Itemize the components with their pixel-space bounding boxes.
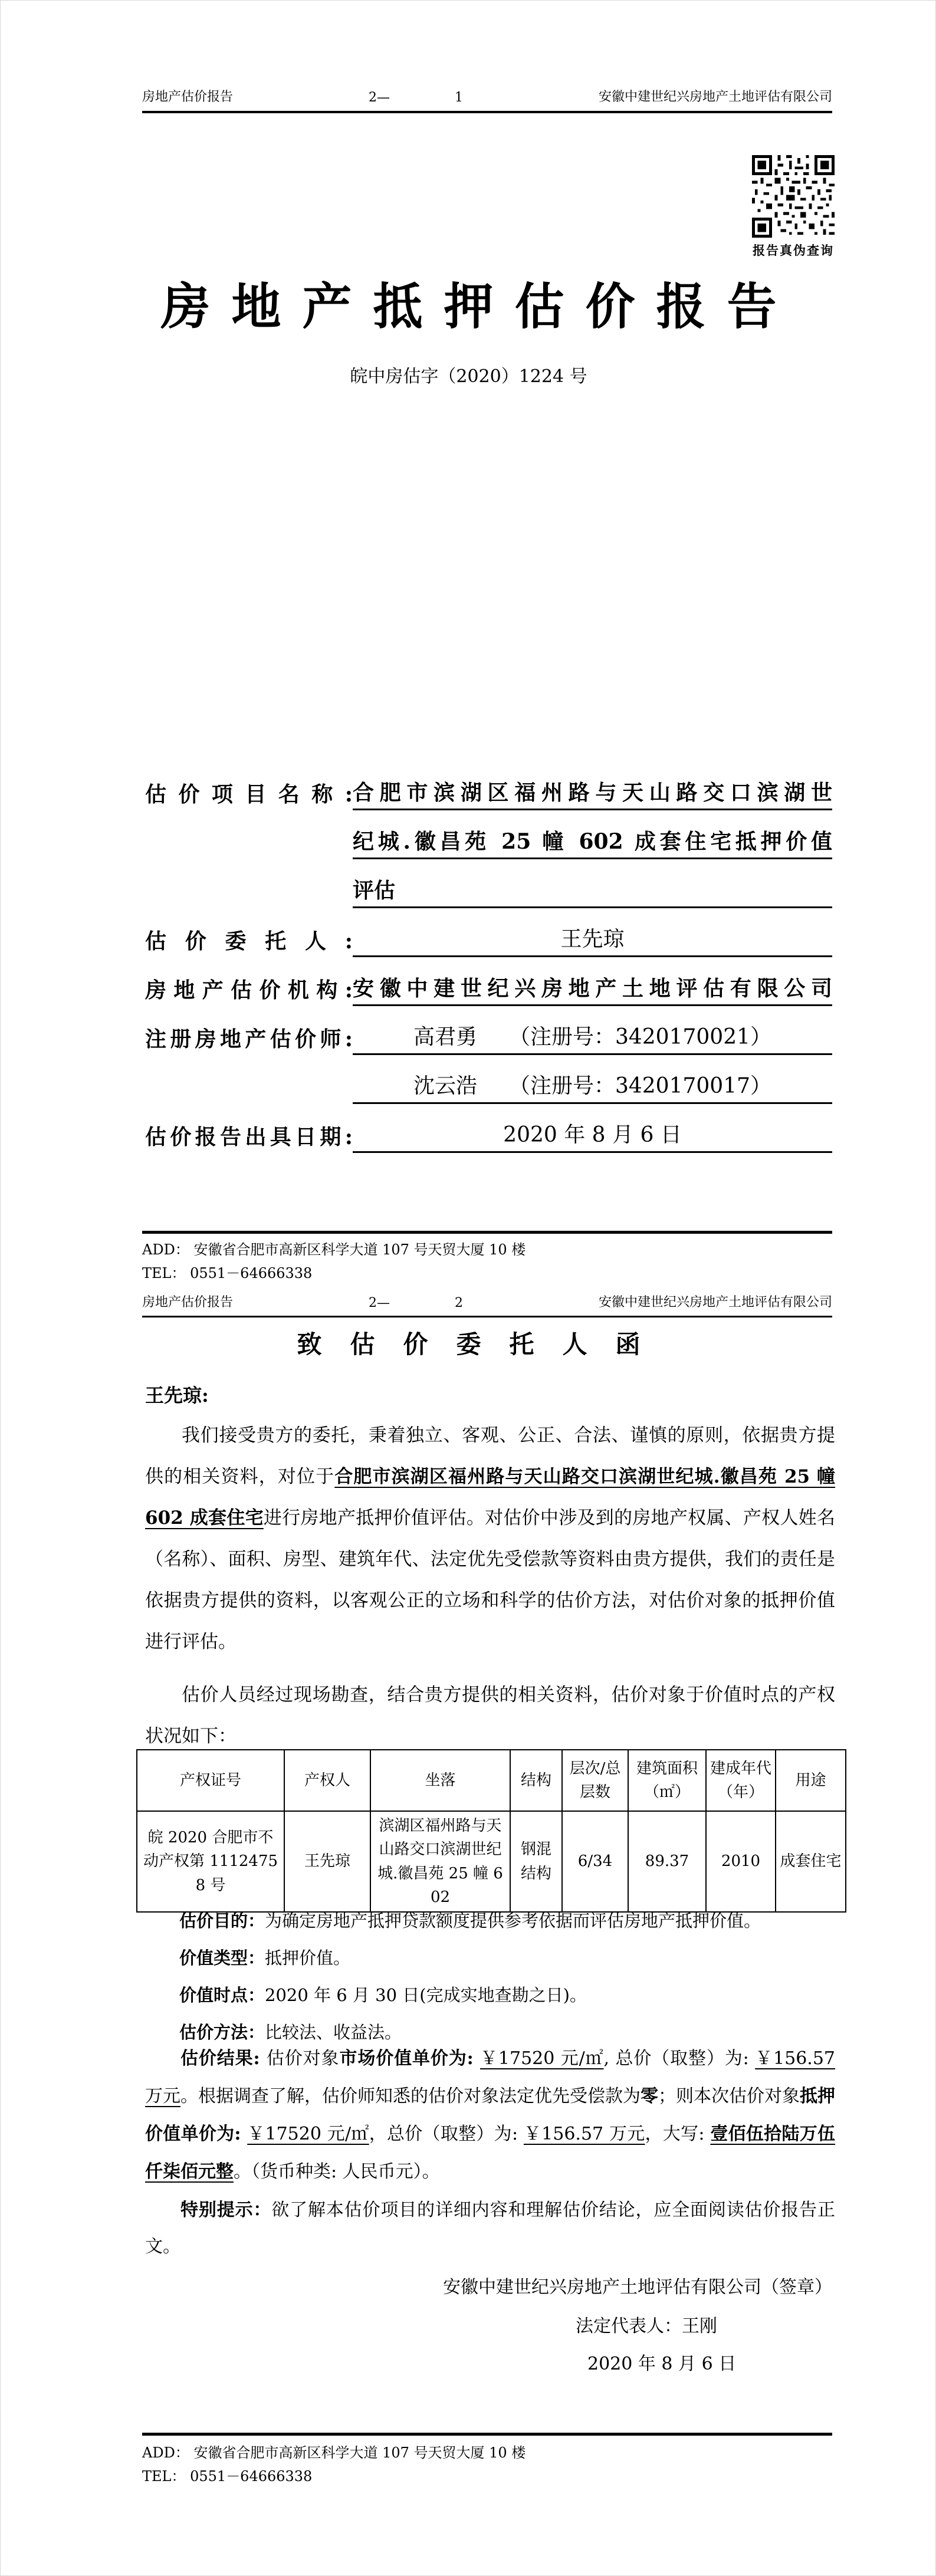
item-label: 估价目的： xyxy=(179,1911,265,1931)
page1-footer xyxy=(142,1238,526,1285)
letter-paragraph-1 xyxy=(145,1415,835,1662)
property-rights-table xyxy=(136,1749,846,1913)
cell-location: 滨湖区福州路与天山路交口滨湖世纪城.徽昌苑 25 幢 602 xyxy=(370,1811,510,1912)
result-label: 估价结果: xyxy=(180,2048,267,2069)
col-floor: 层次/总层数 xyxy=(562,1750,628,1811)
field-issue-date xyxy=(145,1104,832,1153)
item-text: 比较法、收益法。 xyxy=(265,2022,402,2042)
col-owner: 产权人 xyxy=(284,1750,370,1811)
page1-header-page-number: 1 xyxy=(455,90,463,105)
letter-paragraph-2: 估价人员经过现场勘查，结合贵方提供的相关资料，估价对象于价值时点的产权状况如下： xyxy=(145,1684,835,1747)
report-title: 房地产抵押估价报告 xyxy=(160,277,798,336)
appraisal-result-paragraph xyxy=(145,2040,835,2191)
signature-date: 2020 年 8 月 6 日 xyxy=(587,2354,737,2374)
special-note-text: 欲了解本估价项目的详细内容和理解估价结论，应全面阅读估价报告正文。 xyxy=(145,2200,836,2257)
cell-year-built: 2010 xyxy=(706,1811,776,1912)
cell-area: 89.37 xyxy=(628,1811,706,1912)
field-value: 纪城.徽昌苑 25 幢 602 成套住宅抵押价值 xyxy=(353,828,832,859)
result-text: ；则本次估价对象 xyxy=(658,2086,800,2107)
para1-text-pre: 我们接受贵方的委托，秉着独立、客观、公正、合法、谨慎的原则，依据贵方提供的相关资料，对位于 xyxy=(145,1425,835,1487)
para1-text-post: 进行房地产抵押价值评估。对估价中涉及到的房地产权属、产权人姓名（名称）、面积、房型、建筑年代、法定优先受偿款等资料由贵方提供，我们的责任是依据贵方提供的资料，以客观公正的立场和科学的估价方法，对估价对象的抵押价值进行评估。 xyxy=(145,1507,835,1652)
cell-floor: 6/34 xyxy=(562,1811,628,1912)
page2-footer-rule xyxy=(142,2433,832,2436)
footer-telephone: TEL： 0551－64666338 xyxy=(142,2468,313,2485)
page2-header-page-indicator xyxy=(369,1296,463,1310)
page2-header-company: 安徽中建世纪兴房地产土地评估有限公司 xyxy=(598,1295,832,1310)
para1-subject-property: 合肥市滨湖区福州路与天山路交口滨湖世纪城.徽昌苑 25 幢 602 成套住宅 xyxy=(145,1466,836,1529)
result-mortgage-total-price: ￥156.57 万元 xyxy=(523,2124,645,2144)
result-mortgage-unit-price: ￥17520 元/㎡ xyxy=(247,2124,369,2144)
special-note-paragraph xyxy=(145,2192,835,2265)
page1-footer-rule xyxy=(142,1231,832,1234)
qr-code xyxy=(752,153,835,240)
page2-header-rule xyxy=(142,1316,832,1317)
field-value: 2020 年 8 月 6 日 xyxy=(353,1122,832,1153)
field-project-name xyxy=(145,761,832,810)
result-text: , 总价（取整）为: xyxy=(603,2048,756,2069)
item-text: 为确定房地产抵押贷款额度提供参考依据而评估房地产抵押价值。 xyxy=(265,1911,761,1931)
result-mortgage-unit-label: 抵押价值单价为: xyxy=(145,2086,835,2144)
page1-header-doc-type: 房地产估价报告 xyxy=(142,90,234,104)
result-text: ，总价（取整）为: xyxy=(369,2124,524,2144)
page2-header-doc-type: 房地产估价报告 xyxy=(142,1295,234,1310)
appraisal-items xyxy=(145,1895,835,2043)
field-value: 评估 xyxy=(353,877,832,908)
field-label xyxy=(145,906,353,908)
special-note-label: 特别提示： xyxy=(180,2200,272,2220)
field-appraiser-2 xyxy=(145,1055,832,1104)
qr-caption: 报告真伪查询 xyxy=(753,243,834,258)
field-project-name-line3 xyxy=(145,859,832,908)
cover-fields xyxy=(145,761,832,1153)
item-text: 2020 年 6 月 30 日(完成实地查勘之日)。 xyxy=(265,1985,587,2005)
field-label: 估价委托人: xyxy=(145,929,353,954)
field-project-name-line2 xyxy=(145,810,832,859)
item-value-type xyxy=(145,1932,835,1969)
cell-cert-no: 皖 2020 合肥市不动产权第 11124758 号 xyxy=(137,1811,284,1912)
page1-header-company: 安徽中建世纪兴房地产土地评估有限公司 xyxy=(598,90,832,104)
col-location: 坐落 xyxy=(370,1750,510,1811)
item-label: 价值类型： xyxy=(179,1948,265,1968)
page1-running-header xyxy=(142,87,832,105)
page2-running-header xyxy=(142,1292,832,1310)
field-label: 注册房地产估价师: xyxy=(145,1027,353,1052)
result-amount-in-words: 壹佰伍拾陆万伍仟柒佰元整 xyxy=(145,2124,835,2182)
field-label: 估价项目名称: xyxy=(145,782,353,807)
footer-address: ADD： 安徽省合肥市高新区科学大道 107 号天贸大厦 10 楼 xyxy=(142,2444,526,2461)
col-structure: 结构 xyxy=(510,1750,562,1811)
result-text: 。（货币种类: 人民币元）。 xyxy=(234,2161,440,2182)
page1-header-page-indicator xyxy=(369,90,463,105)
result-text: 估价对象 xyxy=(266,2048,340,2069)
item-label: 价值时点： xyxy=(179,1985,265,2005)
page2-header-pages-total: 2— xyxy=(369,1296,390,1310)
result-text: ，大写: xyxy=(645,2124,711,2144)
item-text: 抵押价值。 xyxy=(265,1948,351,1968)
field-client xyxy=(145,908,832,957)
footer-telephone: TEL： 0551－64666338 xyxy=(142,1265,313,1282)
field-label xyxy=(145,1102,353,1104)
page1-header-pages-total: 2— xyxy=(369,90,390,105)
result-market-total-price: ￥156.57 万元 xyxy=(145,2048,835,2107)
page2-header-page-number: 2 xyxy=(455,1296,463,1310)
page1-header-rule xyxy=(142,111,832,113)
item-value-date xyxy=(145,1969,835,2006)
field-value: 沈云浩 （注册号：3420170017） xyxy=(353,1073,832,1104)
report-doc-number: 皖中房估字（2020）1224 号 xyxy=(350,366,587,387)
item-label: 估价方法： xyxy=(179,2022,265,2042)
item-method xyxy=(145,2006,835,2043)
field-label: 房地产估价机构: xyxy=(145,978,353,1003)
letter-salutation: 王先琼: xyxy=(145,1384,209,1407)
signature-company: 安徽中建世纪兴房地产土地评估有限公司（签章） xyxy=(443,2277,832,2298)
field-value: 安徽中建世纪兴房地产土地评估有限公司 xyxy=(353,975,832,1006)
qr-verification-block xyxy=(750,153,837,259)
field-label xyxy=(145,857,353,859)
field-value: 王先琼 xyxy=(353,926,832,957)
field-value: 高君勇 （注册号：3420170021） xyxy=(353,1024,832,1055)
field-agency xyxy=(145,957,832,1006)
col-cert-no: 产权证号 xyxy=(137,1750,284,1811)
result-text: 。根据调查了解，估价师知悉的估价对象法定优先受偿款为 xyxy=(180,2086,641,2107)
field-appraiser-1 xyxy=(145,1006,832,1055)
col-year-built: 建成年代（年） xyxy=(706,1750,776,1811)
field-label: 估价报告出具日期: xyxy=(145,1125,353,1149)
page2-footer xyxy=(142,2441,526,2488)
field-value: 合肥市滨湖区福州路与天山路交口滨湖世 xyxy=(353,779,832,810)
result-market-unit-label: 市场价值单价为: xyxy=(339,2048,481,2069)
letter-title: 致估价委托人函 xyxy=(297,1330,669,1359)
cell-structure: 钢混结构 xyxy=(510,1811,562,1912)
col-use: 用途 xyxy=(776,1750,846,1811)
result-market-unit-price: ￥17520 元/㎡ xyxy=(480,2048,604,2069)
signature-legal-rep: 法定代表人：王刚 xyxy=(576,2316,717,2337)
cell-owner: 王先琼 xyxy=(284,1811,370,1912)
cell-use: 成套住宅 xyxy=(776,1811,846,1912)
result-zero: 零 xyxy=(641,2086,658,2107)
col-area: 建筑面积（㎡） xyxy=(628,1750,706,1811)
item-purpose xyxy=(145,1895,835,1932)
table-header-row xyxy=(137,1750,846,1811)
footer-address: ADD： 安徽省合肥市高新区科学大道 107 号天贸大厦 10 楼 xyxy=(142,1241,526,1258)
